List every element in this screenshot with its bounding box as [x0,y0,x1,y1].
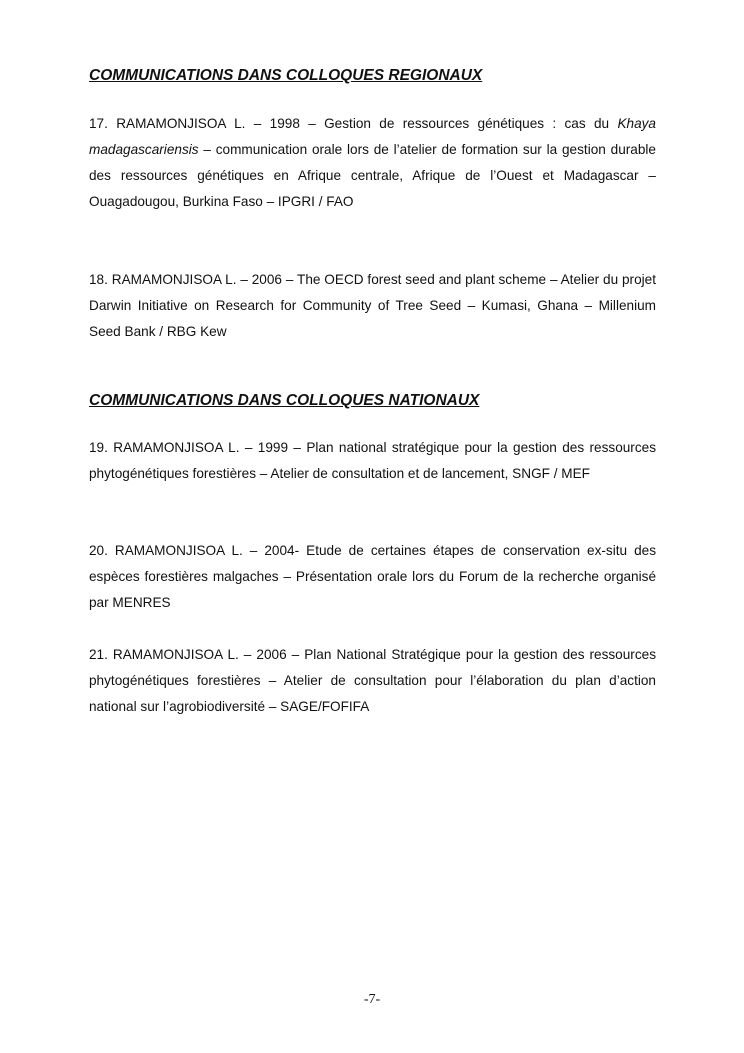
entry-19: 19. RAMAMONJISOA L. – 1999 – Plan national stratégique pour la gestion des ressources phytogénétiques forestières – Atelier de consultation et de lancement, SNGF / MEF [89,440,656,481]
entry-17 [89,111,656,215]
page-number: -7- [363,992,381,1007]
entry-20: 20. RAMAMONJISOA L. – 2004- Etude de certaines étapes de conservation ex-situ des espèces forestières malgaches – Présentation orale lors du Forum de la recherche organisé par MENRES [89,543,656,610]
section-heading-regional: COMMUNICATIONS DANS COLLOQUES REGIONAUX [89,67,483,84]
entry-21: 21. RAMAMONJISOA L. – 2006 – Plan National Stratégique pour la gestion des ressources phytogénétiques forestières – Atelier de consultation pour l’élaboration du plan d’action national sur l’agrobiodiversité – SAGE/FOFIFA [89,647,656,714]
entry-17-text-rest: – communication orale lors de l’atelier de formation sur la gestion durable des ressources génétiques en Afrique centrale, Afrique de l’Ouest et Madagascar – Ouagadougou, Burkina Faso – IPGRI / FAO [89,142,656,209]
section-heading-national: COMMUNICATIONS DANS COLLOQUES NATIONAUX [89,392,480,409]
entry-17-species: Khaya madagascariensis [89,116,656,157]
entry-18: 18. RAMAMONJISOA L. – 2006 – The OECD forest seed and plant scheme – Atelier du projet Darwin Initiative on Research for Community of Tree Seed – Kumasi, Ghana – Millenium Seed Bank / RBG Kew [89,272,656,339]
entry-17-text: 17. RAMAMONJISOA L. – 1998 – Gestion de ressources génétiques : cas du [89,116,618,131]
